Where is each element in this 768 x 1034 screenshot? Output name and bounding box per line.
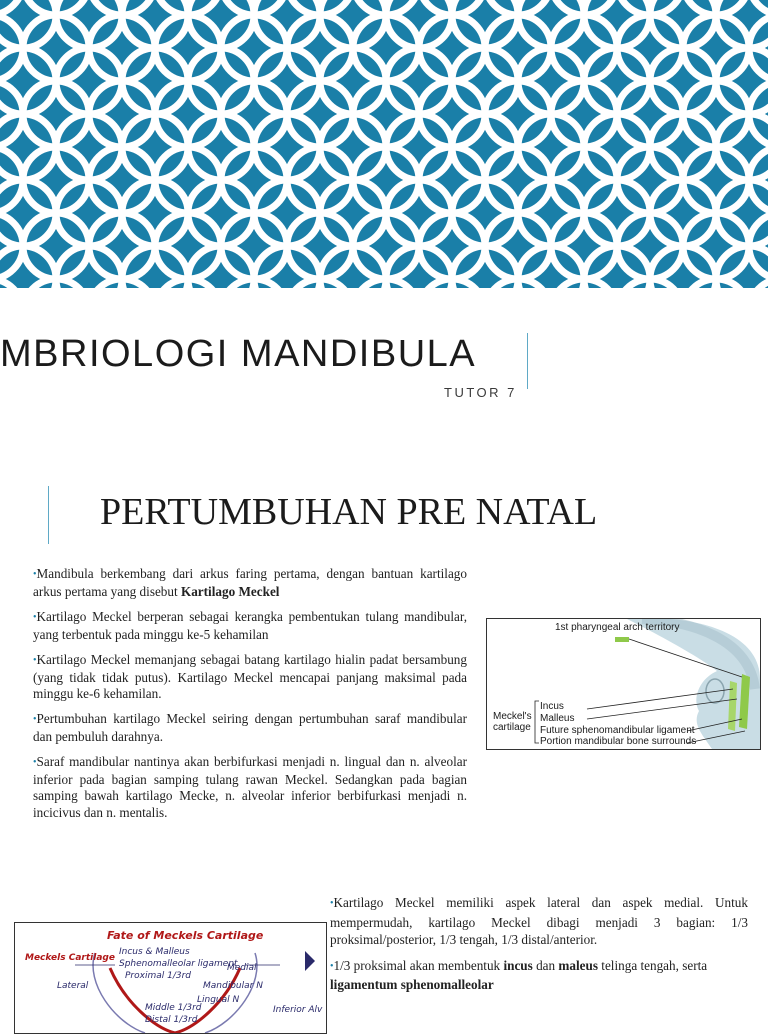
figure-note: Medial bbox=[227, 963, 257, 973]
bullet-dot-icon: • bbox=[330, 898, 334, 909]
meckel-cartilage-figure bbox=[486, 618, 761, 750]
figure-note: Middle 1/3rd bbox=[145, 1003, 202, 1013]
slide-subtitle: TUTOR 7 bbox=[444, 385, 517, 400]
bullet-text: Pertumbuhan kartilago Meckel seiring dengan pertumbuhan saraf mandibular dan pembuluh darahnya. bbox=[33, 710, 467, 745]
arch-territory-label: 1st pharyngeal arch territory bbox=[555, 622, 680, 633]
malleus-label: Malleus bbox=[540, 713, 575, 724]
bullet-dot-icon: • bbox=[33, 654, 37, 666]
bullet-item bbox=[33, 754, 467, 822]
figure-title: Fate of Meckels Cartilage bbox=[107, 929, 264, 942]
portion-label: Portion mandibular bone surrounds bbox=[540, 736, 697, 747]
meckel-label: Meckel's cartilage bbox=[493, 711, 532, 733]
bullet-item bbox=[33, 652, 467, 703]
figure-note: Proximal 1/3rd bbox=[125, 971, 192, 981]
prenatal-growth-slide bbox=[0, 466, 768, 866]
meckel-division-slide bbox=[0, 872, 768, 1024]
bullet-dot-icon: • bbox=[33, 611, 37, 623]
bullet-dot-icon: • bbox=[33, 713, 37, 725]
bullet-text: Saraf mandibular nantinya akan berbifurkasi menjadi n. lingual dan n. alveolar inferior pada bagian samping tulang rawan Meckel. Sedangkan pada bagian samping bawah kartilago Mecke, n. alveolar inferior berbifurkasi menjadi n. incicivus dan n. mentalis. bbox=[33, 753, 467, 820]
bullet-item bbox=[33, 566, 467, 601]
bullet-dot-icon: • bbox=[33, 569, 37, 580]
figure-note: Lingual N bbox=[197, 995, 240, 1005]
bullet-item bbox=[33, 609, 467, 644]
slide-title: MBRIOLOGI MANDIBULA bbox=[0, 333, 477, 375]
bullet-text: telinga tengah, serta bbox=[597, 957, 708, 973]
bullet-text: Mandibula berkembang dari arkus faring pertama, dengan bantuan kartilago arkus pertama yang disebut bbox=[33, 566, 467, 600]
bullet-dot-icon: • bbox=[330, 960, 334, 972]
decorative-pattern-banner bbox=[0, 0, 768, 288]
bullet-bold-text: maleus bbox=[558, 957, 598, 973]
bullet-item bbox=[33, 711, 467, 746]
title-slide bbox=[0, 0, 768, 440]
ligament-label: Future sphenomandibular ligament bbox=[540, 725, 695, 736]
bullet-text: Kartilago Meckel berperan sebagai kerangka pembentukan tulang mandibular, yang terbentuk pada minggu ke-5 kehamilan bbox=[33, 608, 467, 643]
bullet-list bbox=[33, 566, 467, 829]
bullet-text: Kartilago Meckel memanjang sebagai batang kartilago hialin padat bersambung (yang tidak tidak putus). Kartilago Meckel mencapai panjang maksimal pada minggu ke-6 kehamilan. bbox=[33, 651, 467, 702]
title-accent-line bbox=[48, 486, 49, 544]
bullet-list bbox=[330, 894, 748, 1002]
bullet-bold-text: incus bbox=[503, 957, 533, 973]
bullet-bold-text: Kartilago Meckel bbox=[180, 584, 280, 600]
bullet-bold-text: ligamentum sphenomalleolar bbox=[330, 977, 494, 993]
figure-note: Distal 1/3rd bbox=[145, 1015, 198, 1025]
slide-title: PERTUMBUHAN PRE NATAL bbox=[100, 491, 598, 533]
figure-note: Incus & Malleus bbox=[119, 947, 190, 957]
figure-note: Sphenomalleolar ligament bbox=[119, 959, 238, 969]
incus-label: Incus bbox=[540, 701, 564, 712]
bullet-text: 1/3 proksimal akan membentuk bbox=[333, 957, 504, 973]
bullet-item bbox=[330, 957, 748, 994]
bullet-dot-icon: • bbox=[33, 756, 37, 768]
title-divider bbox=[527, 333, 528, 389]
bullet-item bbox=[330, 894, 748, 949]
fate-of-meckels-cartilage-figure bbox=[14, 922, 327, 1034]
interlocking-circles-pattern bbox=[0, 0, 768, 288]
bullet-text: Kartilago Meckel memiliki aspek lateral dan aspek medial. Untuk mempermudah, kartilago Meckel dibagi menjadi 3 bagian: 1/3 proksimal/posterior, 1/3 tengah, 1/3 distal/anterior. bbox=[330, 895, 748, 948]
figure-note: Mandibular N bbox=[203, 981, 263, 991]
figure-note: Meckels Cartilage bbox=[25, 953, 115, 963]
figure-note: Inferior Alv bbox=[273, 1005, 323, 1015]
figure-note: Lateral bbox=[57, 981, 89, 991]
bullet-text: dan bbox=[532, 957, 559, 973]
